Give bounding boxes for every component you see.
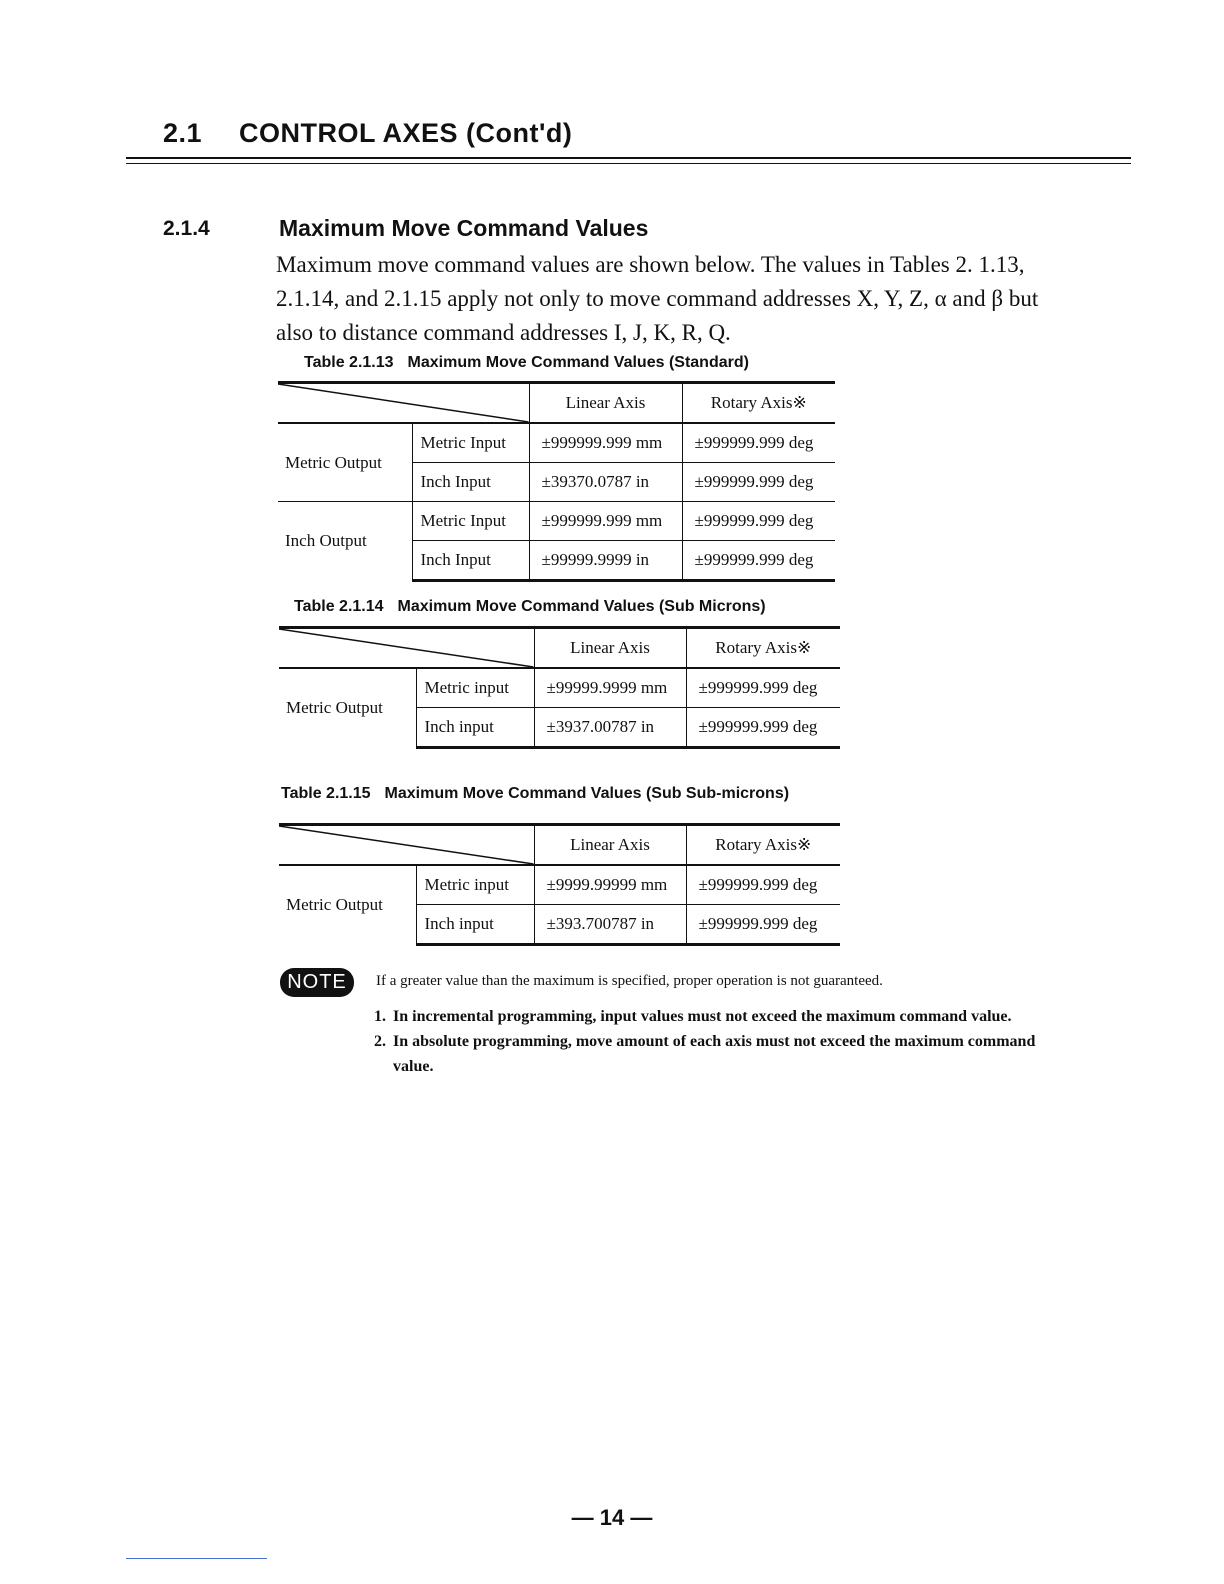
group-label: Metric Output xyxy=(279,865,416,945)
note-list xyxy=(374,1004,1074,1079)
group-label: Inch Output xyxy=(278,502,412,581)
linear-value: ±99999.9999 in xyxy=(529,541,682,581)
col-header-rotary: Rotary Axis※ xyxy=(686,628,840,669)
table-caption-text-1: Maximum Move Command Values (Standard) xyxy=(407,354,749,371)
rotary-value: ±999999.999 deg xyxy=(682,463,835,502)
input-label: Metric input xyxy=(416,865,534,905)
linear-value: ±99999.9999 mm xyxy=(534,668,686,708)
rotary-value: ±999999.999 deg xyxy=(686,905,840,945)
table-label-3: Table 2.1.15 xyxy=(281,785,371,802)
note-item-number: 1. xyxy=(374,1008,386,1025)
corner-diagonal xyxy=(279,826,534,864)
input-label: Metric Input xyxy=(412,502,529,541)
note-item xyxy=(374,1029,1074,1079)
table-corner xyxy=(279,628,534,669)
note-item-text: In absolute programming, move amount of each axis must not exceed the maximum command value. xyxy=(393,1033,1036,1075)
linear-value: ±999999.999 mm xyxy=(529,502,682,541)
table-caption-1 xyxy=(304,354,749,372)
linear-value: ±999999.999 mm xyxy=(529,423,682,463)
page-number: — 14 — xyxy=(571,1505,653,1530)
table-caption-text-2: Maximum Move Command Values (Sub Microns) xyxy=(397,598,766,615)
input-label: Metric input xyxy=(416,668,534,708)
rotary-value: ±999999.999 deg xyxy=(682,541,835,581)
group-label: Metric Output xyxy=(278,423,412,502)
note-item-text: In incremental programming, input values must not exceed the maximum command value. xyxy=(393,1008,1012,1025)
col-header-rotary: Rotary Axis※ xyxy=(686,825,840,866)
table-corner xyxy=(278,383,529,424)
note-text: If a greater value than the maximum is specified, proper operation is not guaranteed. xyxy=(376,973,883,989)
corner-diagonal xyxy=(278,384,529,422)
col-header-linear: Linear Axis xyxy=(529,383,682,424)
table-sub-microns xyxy=(279,626,840,749)
linear-value: ±393.700787 in xyxy=(534,905,686,945)
table-caption-text-3: Maximum Move Command Values (Sub Sub-microns) xyxy=(384,785,790,802)
corner-diagonal xyxy=(279,629,534,667)
note-badge: NOTE xyxy=(280,968,354,997)
table-sub-sub-microns xyxy=(279,823,840,946)
table-caption-2 xyxy=(294,598,766,616)
linear-value: ±39370.0787 in xyxy=(529,463,682,502)
header-title: CONTROL AXES (Cont'd) xyxy=(239,118,573,148)
header-section-number: 2.1 xyxy=(163,118,203,148)
col-header-linear: Linear Axis xyxy=(534,825,686,866)
section-paragraph: Maximum move command values are shown below. The values in Tables 2. 1.13, 2.1.14, and 2.1.15 apply not only to move command addresses X, Y, Z, α and β but also to distance command addresses I, J, K, R, Q. xyxy=(276,252,1039,345)
input-label: Inch input xyxy=(416,905,534,945)
group-label: Metric Output xyxy=(279,668,416,748)
note-item xyxy=(374,1004,1074,1029)
table-corner xyxy=(279,825,534,866)
rotary-value: ±999999.999 deg xyxy=(682,502,835,541)
table-standard xyxy=(278,381,835,582)
rotary-value: ±999999.999 deg xyxy=(686,668,840,708)
rotary-value: ±999999.999 deg xyxy=(686,865,840,905)
input-label: Inch input xyxy=(416,708,534,748)
table-caption-3 xyxy=(281,785,789,803)
note-item-number: 2. xyxy=(374,1033,386,1050)
footer-divider xyxy=(126,1558,267,1559)
linear-value: ±9999.99999 mm xyxy=(534,865,686,905)
linear-value: ±3937.00787 in xyxy=(534,708,686,748)
rotary-value: ±999999.999 deg xyxy=(682,423,835,463)
header-rule-thin xyxy=(126,163,1131,164)
input-label: Inch Input xyxy=(412,463,529,502)
col-header-rotary: Rotary Axis※ xyxy=(682,383,835,424)
section-title: Maximum Move Command Values xyxy=(279,215,649,241)
page-header xyxy=(163,118,572,149)
col-header-linear: Linear Axis xyxy=(534,628,686,669)
header-rule-thick xyxy=(126,157,1131,159)
input-label: Metric Input xyxy=(412,423,529,463)
section-number: 2.1.4 xyxy=(163,217,210,240)
table-label-1: Table 2.1.13 xyxy=(304,354,394,371)
input-label: Inch Input xyxy=(412,541,529,581)
rotary-value: ±999999.999 deg xyxy=(686,708,840,748)
table-label-2: Table 2.1.14 xyxy=(294,598,384,615)
